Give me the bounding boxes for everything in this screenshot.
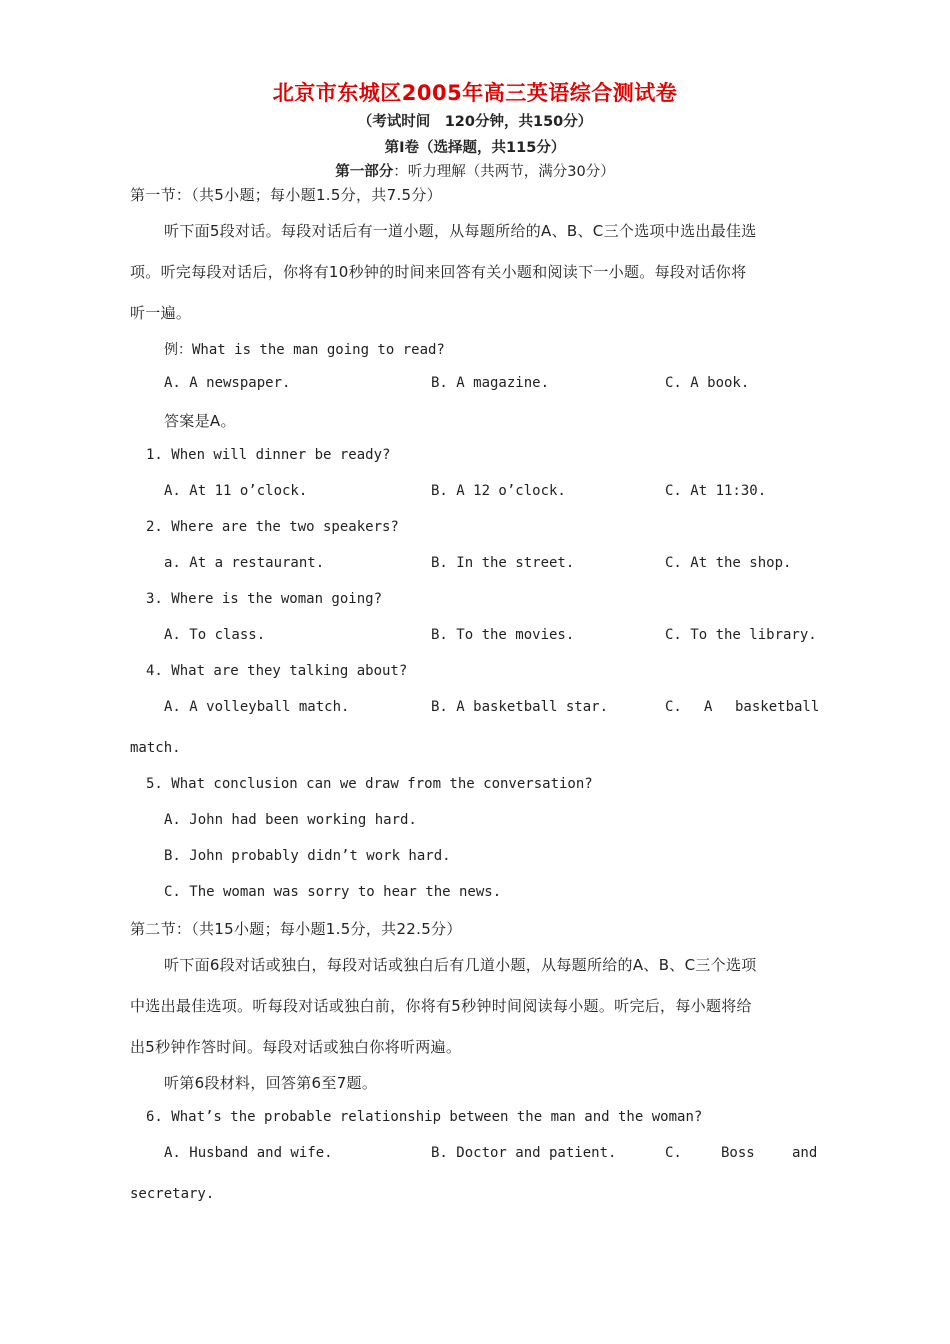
part-heading xyxy=(0,160,950,181)
question-3: 3. Where is the woman going? xyxy=(146,591,383,607)
section1-heading: 第一节：（共5小题；每小题1.5分，共7.5分） xyxy=(130,186,442,204)
q4-option-c-letter: C. xyxy=(665,699,682,715)
q1-option-a: A. At 11 o’clock. xyxy=(164,483,308,499)
question-5: 5. What conclusion can we draw from the conversation? xyxy=(146,776,593,792)
q6-option-c-word: and xyxy=(792,1145,818,1161)
exam-time-line: （考试时间 120分钟，共150分） xyxy=(357,114,593,130)
document-title: 北京市东城区2005年高三英语综合测试卷 xyxy=(272,81,678,105)
q4-option-a: A. A volleyball match. xyxy=(164,699,350,715)
q5-option-b: B. John probably didn’t work hard. xyxy=(164,848,451,864)
q4-option-c-wrap: match. xyxy=(130,740,181,756)
question-4: 4. What are they talking about? xyxy=(146,663,408,679)
section2-heading: 第二节：（共15小题；每小题1.5分，共22.5分） xyxy=(130,920,462,938)
example-option-a: A. A newspaper. xyxy=(164,375,291,391)
q6-option-c-wrap: secretary. xyxy=(130,1186,215,1202)
section2-instruction-line: 出5秒钟作答时间。每段对话或独白你将听两遍。 xyxy=(130,1038,462,1056)
question-1: 1. When will dinner be ready? xyxy=(146,447,391,463)
question-2: 2. Where are the two speakers? xyxy=(146,519,399,535)
q2-option-b: B. In the street. xyxy=(431,555,575,571)
q3-option-b: B. To the movies. xyxy=(431,627,575,643)
example-option-b: B. A magazine. xyxy=(431,375,550,391)
q6-option-b: B. Doctor and patient. xyxy=(431,1145,617,1161)
example-answer: 答案是A。 xyxy=(164,412,236,430)
part-label: 第一部分 xyxy=(335,164,394,180)
q6-option-a: A. Husband and wife. xyxy=(164,1145,333,1161)
material-6-note: 听第6段材料，回答第6至7题。 xyxy=(164,1074,378,1092)
q2-option-a: a. At a restaurant. xyxy=(164,555,325,571)
q6-option-c-word: Boss xyxy=(721,1145,755,1161)
q5-option-c: C. The woman was sorry to hear the news. xyxy=(164,884,502,900)
q2-option-c: C. At the shop. xyxy=(665,555,792,571)
section1-instruction-line: 听下面5段对话。每段对话后有一道小题，从每题所给的A、B、C三个选项中选出最佳选 xyxy=(164,222,757,240)
example-question: 例：What is the man going to read? xyxy=(164,342,445,358)
section2-instruction-line: 听下面6段对话或独白，每段对话或独白后有几道小题，从每题所给的A、B、C三个选项 xyxy=(164,956,757,974)
section2-instruction-line: 中选出最佳选项。听每段对话或独白前，你将有5秒钟时间阅读每小题。听完后，每小题将给 xyxy=(130,997,752,1015)
q3-option-a: A. To class. xyxy=(164,627,266,643)
part-rest: ：听力理解（共两节，满分30分） xyxy=(393,164,615,180)
q3-option-c: C. To the library. xyxy=(665,627,817,643)
question-6: 6. What’s the probable relationship between the man and the woman? xyxy=(146,1109,703,1125)
section1-instruction-line: 听一遍。 xyxy=(130,304,192,322)
q6-option-c-letter: C. xyxy=(665,1145,682,1161)
q1-option-b: B. A 12 o’clock. xyxy=(431,483,566,499)
q4-option-c-word: basketball xyxy=(735,699,820,715)
section1-instruction-line: 项。听完每段对话后，你将有10秒钟的时间来回答有关小题和阅读下一小题。每段对话你将 xyxy=(130,263,747,281)
volume-heading: 第Ⅰ卷（选择题，共115分） xyxy=(384,140,566,156)
q4-option-c-word: A xyxy=(704,699,713,715)
q5-option-a: A. John had been working hard. xyxy=(164,812,417,828)
q1-option-c: C. At 11:30. xyxy=(665,483,767,499)
q4-option-b: B. A basketball star. xyxy=(431,699,609,715)
example-option-c: C. A book. xyxy=(665,375,750,391)
